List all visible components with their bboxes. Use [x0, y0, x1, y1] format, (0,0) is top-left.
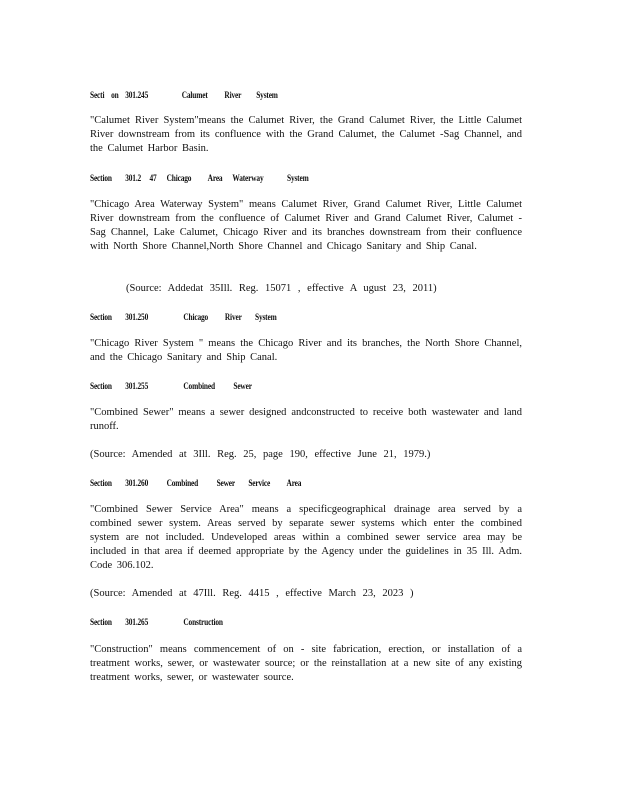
- section-body-301-247: "Chicago Area Waterway System" means Calumet River, Grand Calumet River, Little Calumet River downstream from the confluence of Calumet River and Grand Calumet River, Calumet -Sag Channel, Lake Calumet, Chicago River and its branches downstream from their confluence with North Shore Channel,North Shore Channel and Chicago Sanitary and Ship Canal.: [90, 199, 522, 252]
- section-body-301-255: "Combined Sewer" means a sewer designed andconstructed to receive both wastewater and land runoff.: [90, 407, 522, 432]
- section-heading-301-255: Section 301.255 Combined Sewer: [90, 381, 252, 391]
- section-heading-301-245: Secti on 301.245 Calumet River System: [90, 90, 278, 100]
- section-body-301-250: "Chicago River System " means the Chicago River and its branches, the North Shore Channel, and the Chicago Sanitary and Ship Canal.: [90, 338, 522, 363]
- section-source-301-255: (Source: Amended at 3Ill. Reg. 25, page 190, effective June 21, 1979.): [90, 449, 431, 460]
- section-heading-301-247: Section 301.2 47 Chicago Area Waterway System: [90, 173, 309, 183]
- section-heading-301-265: Section 301.265 Construction: [90, 617, 223, 627]
- section-source-301-247: (Source: Addedat 35Ill. Reg. 15071 , effective A ugust 23, 2011): [126, 283, 437, 294]
- section-source-301-260: (Source: Amended at 47Ill. Reg. 4415 , effective March 23, 2023 ): [90, 588, 414, 599]
- section-body-301-245: "Calumet River System"means the Calumet River, the Grand Calumet River, the Little Calumet River downstream from its confluence with the Grand Calumet, the Calumet -Sag Channel, and the Calumet Harbor Basin.: [90, 115, 522, 154]
- section-body-301-265: "Construction" means commencement of on - site fabrication, erection, or installation of a treatment works, sewer, or wastewater source; or the reinstallation at a new site of any existing treatment works, sewer, or wastewater source.: [90, 644, 522, 683]
- section-heading-301-250: Section 301.250 Chicago River System: [90, 312, 277, 322]
- section-heading-301-260: Section 301.260 Combined Sewer Service Area: [90, 478, 302, 488]
- section-body-301-260: "Combined Sewer Service Area" means a specificgeographical drainage area served by a combined sewer system. Areas served by separate sewer systems which enter the combined system are not included. Undeveloped areas within a combined sewer service area may be included in that area if deemed appropriate by the Agency under the guidelines in 35 Ill. Adm. Code 306.102.: [90, 504, 522, 571]
